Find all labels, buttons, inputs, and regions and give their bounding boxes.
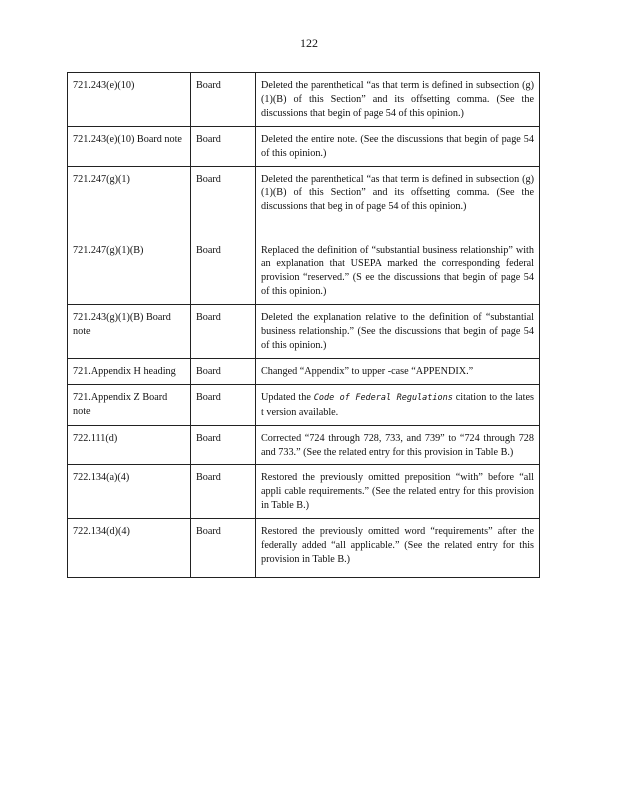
table-row [68, 305, 540, 359]
description-text: Deleted the parenthetical “as that term is defined in subsection (g)(1)(B) of this Section” and its offsetting comma. (See the discussions that begin of page 54 of this opinion.) [261, 80, 534, 119]
source-text: Board [196, 312, 221, 324]
description-text: Restored the previously omitted word “requirements” after the federally added “all applicable.” (See the related entry for this provision in Table B.) [261, 526, 534, 565]
source-cell [191, 465, 256, 519]
table-row [68, 425, 540, 465]
description-cell [256, 166, 540, 305]
description-text: Replaced the definition of “substantial business relationship” with an explanation that USEPA marked the corresponding federal provision “reserved.” (S ee the discussions that begin of page 54 of this opinion.) [261, 244, 534, 298]
table-row [68, 166, 540, 305]
description-text: Corrected “724 through 728, 733, and 739” to “724 through 728 and 733.” (See the related entry for this provision in Table B.) [261, 432, 534, 458]
description-cell [256, 465, 540, 519]
description-cell [256, 358, 540, 384]
description-cell [256, 384, 540, 425]
page-number: 122 [300, 36, 318, 50]
source-cell [191, 384, 256, 425]
source-text: Board [196, 80, 221, 91]
source-cell [191, 305, 256, 359]
section-text: 722.111(d) [73, 432, 118, 444]
source-text: Board [196, 173, 221, 185]
description-cell [256, 425, 540, 465]
section-text: 721.Appendix H heading [73, 365, 176, 377]
description-text-after: citation to the lates t version available. [261, 391, 534, 418]
source-text: Board [196, 432, 221, 444]
description-text: Deleted the parenthetical “as that term is defined in subsection (g)(1)(B) of this Section” and its offsetting comma. (See the discussions that beg in of page 54 of this opinion.) [261, 173, 534, 213]
table-row [68, 358, 540, 384]
section-cell [68, 126, 191, 166]
section-text: 721.243(g)(1)(B) Board note [73, 312, 171, 338]
source-cell [191, 519, 256, 578]
description-text-before: Updated the [261, 391, 314, 403]
section-cell [68, 358, 191, 384]
source-cell [191, 425, 256, 465]
description-text: Restored the previously omitted preposition “with” before “all appli cable requirements.” (See the related entry for this provision in Table B.) [261, 472, 534, 512]
section-cell [68, 166, 191, 305]
section-cell [68, 465, 191, 519]
source-text: Board [196, 472, 221, 484]
source-text: Board [196, 391, 221, 403]
source-cell [191, 358, 256, 384]
section-cell [68, 425, 191, 465]
description-cell [256, 73, 540, 127]
section-text: 722.134(d)(4) [73, 526, 130, 538]
description-text: Deleted the explanation relative to the definition of “substantial business relationship.” (See the discussions that begin of page 54 of this opinion.) [261, 312, 534, 351]
section-text: 722.134(a)(4) [73, 472, 130, 484]
source-cell [191, 166, 256, 305]
section-text: 721.Appendix Z Board note [73, 391, 168, 417]
source-cell [191, 126, 256, 166]
table-row [68, 73, 540, 127]
source-text: Board [196, 244, 221, 256]
source-text: Board [196, 133, 221, 145]
section-text: 721.247(g)(1)(B) [73, 244, 144, 256]
table-row [68, 465, 540, 519]
description-cell [256, 126, 540, 166]
source-cell [191, 73, 256, 127]
table-row [68, 519, 540, 578]
section-cell [68, 384, 191, 425]
table-row [68, 384, 540, 425]
section-text: 721.243(e)(10) [73, 80, 135, 91]
section-text: 721.247(g)(1) [73, 173, 130, 185]
section-text: 721.243(e)(10) Board note [73, 133, 182, 145]
section-cell [68, 73, 191, 127]
description-text: Deleted the entire note. (See the discussions that begin of page 54 of this opinion.) [261, 133, 534, 159]
description-text: Changed “Appendix” to upper -case “APPENDIX.” [261, 365, 474, 377]
section-cell [68, 305, 191, 359]
description-cell [256, 519, 540, 578]
revisions-table [67, 72, 540, 578]
section-cell [68, 519, 191, 578]
source-text: Board [196, 365, 221, 377]
cfr-title: Code of Federal Regulations [313, 392, 453, 403]
source-text: Board [196, 526, 221, 538]
table-row [68, 126, 540, 166]
description-cell [256, 305, 540, 359]
